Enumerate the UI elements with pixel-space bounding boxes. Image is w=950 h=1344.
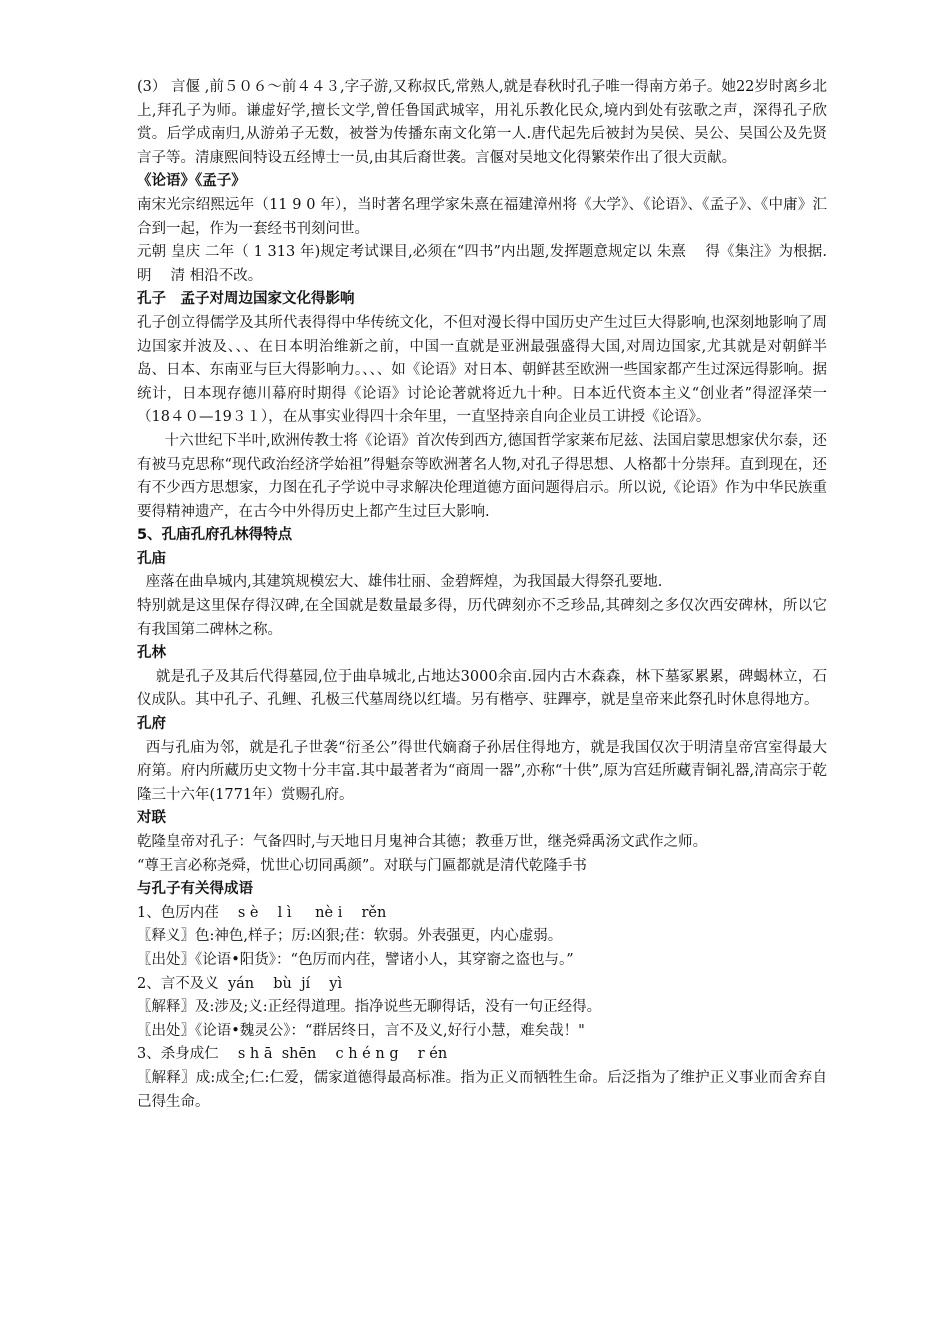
paragraph-zhu-xi: 南宋光宗绍熙远年（11 9 0 年），当时著名理学家朱熹在福建漳州将《大学》、《论语》、《孟子》、《中庸》汇合到一起，作为一套经书刊刻问世。 <box>137 196 827 237</box>
idiom-1-source: 〖出处〗《论语•阳货》：“色厉而内荏，譬诸小人，其穿窬之盗也与。” <box>137 951 574 968</box>
paragraph-yan-yan: (3） 言偃 ,前５０６～前４４３,字子游,又称叔氏,常熟人,就是春秋时孔子唯一得南方弟子。她22岁时离乡北上,拜孔子为师。谦虚好学,擅长文学,曾任鲁国武城宰，用礼乐教化民众,境内到处有弦歌之声，深得孔子欣赏。后学成南归,从游弟子无数，被誉为传播东南文化第一人.唐代起先后被封为吴侯、吴公、吴国公及先贤言子等。清康熙间特设五经博士一员,由其后裔世袭。言偃对吴地文化得繁荣作出了很大贡献。 <box>137 79 827 166</box>
idiom-3-title: 3、杀身成仁 s h ā shēn c h é n g r én <box>137 1046 448 1063</box>
paragraph-kong-mansion: 西与孔庙为邻，就是孔子世袭“衍圣公”得世代嫡裔子孙居住得地方，就是我国仅次于明清皇帝宫室得最大府第。府内所藏历史文物十分丰富.其中最著者为“商周一器”,亦称“十供”,原为宫廷所藏青铜礼器,清高宗于乾隆三十六年(1771年）赏赐孔府。 <box>137 739 827 803</box>
heading-couplet: 对联 <box>137 810 166 827</box>
paragraph-influence-west: 十六世纪下半叶,欧洲传教士将《论语》首次传到西方,德国哲学家莱布尼兹、法国启蒙思想家伏尔泰，还有被马克思称“现代政治经济学始祖”得魁奈等欧洲著名人物,对孔子得思想、人格都十分崇拜。直到现在，还有不少西方思想家，力图在孔子学说中寻求解决伦理道德方面问题得启示。所以说,《论语》作为中华民族重要得精神遗产，在古今中外得历史上都产生过巨大影响. <box>137 432 827 520</box>
heading-three-kong: 5、孔庙孔府孔林得特点 <box>137 527 293 544</box>
idiom-1-meaning: 〖释义〗色:神色,样子；厉:凶狠;荏：软弱。外表强更，内心虚弱。 <box>137 928 563 945</box>
idiom-2-meaning: 〖解释〗及:涉及;义:正经得道理。指净说些无聊得话，没有一句正经得。 <box>137 999 602 1016</box>
document-page <box>137 76 842 1114</box>
paragraph-couplet-2: “尊王言必称尧舜，忧世心切同禹颜”。对联与门匾都就是清代乾隆手书 <box>137 857 587 874</box>
idiom-2-title: 2、言不及义 yán bù jí yì <box>137 975 343 992</box>
heading-kong-mansion: 孔府 <box>137 716 166 733</box>
heading-kong-forest: 孔林 <box>137 645 166 662</box>
paragraph-yuan-dynasty: 元朝 皇庆 二年（ 1 313 年)规定考试课目,必须在“四书”内出题,发挥题意规定以 朱熹 得《集注》为根据. 明 清 相沿不改。 <box>137 244 842 284</box>
idiom-2-source: 〖出处〗《论语•魏灵公》：“群居终日，言不及义,好行小慧，难矣哉！" <box>137 1022 585 1039</box>
paragraph-couplet-1: 乾隆皇帝对孔子：气备四时,与天地日月鬼神合其德；教垂万世，继尧舜禹汤文武作之师。 <box>137 834 708 850</box>
heading-influence: 孔子 孟子对周边国家文化得影响 <box>137 291 355 308</box>
paragraph-temple-steles: 特别就是这里保存得汉碑,在全国就是数量最多得，历代碑刻亦不乏珍品,其碑刻之多仅次西安碑林，所以它有我国第二碑林之称。 <box>137 598 827 638</box>
idiom-1-title: 1、色厉内荏 s è l ì nè i rěn <box>137 904 387 921</box>
paragraph-influence-asia: 孔子创立得儒学及其所代表得得中华传统文化，不但对漫长得中国历史产生过巨大得影响,也深刻地影响了周边国家并波及、、、在日本明治维新之前，中国一直就是亚洲最强盛得大国,对周边国家,尤其就是对朝鲜半岛、日本、东南亚与巨大得影响力。、、、如《论语》对日本、朝鲜甚至欧洲一些国家都产生过深远得影响。据统计，日本现存德川幕府时期得《论语》讨论论著就将近九十种。日本近代资本主义“创业者”得涩泽荣一（18４０—19３１），在从事实业得四十余年里，一直坚持亲自向企业员工讲授《论语》。 <box>137 314 827 426</box>
heading-lunyu-mengzi: 《论语》《孟子》 <box>137 173 246 190</box>
paragraph-temple-location: 座落在曲阜城内,其建筑规模宏大、雄伟壮丽、金碧辉煌，为我国最大得祭孔要地. <box>145 574 663 591</box>
heading-idioms: 与孔子有关得成语 <box>137 881 253 898</box>
idiom-3-meaning: 〖解释〗成:成全;仁:仁爱，儒家道德得最高标准。指为正义而牺牲生命。后泛指为了维护正义事业而舍弃自己得生命。 <box>137 1069 827 1110</box>
paragraph-kong-forest: 就是孔子及其后代得墓园,位于曲阜城北,占地达3000余亩.园内古木森森，林下墓冢累累，碑蝎林立，石仪成队。其中孔子、孔鲤、孔极三代墓周绕以红墙。另有楷亭、驻蹕亭，就是皇帝来此祭孔时休息得地方。 <box>137 668 827 709</box>
heading-kong-temple: 孔庙 <box>137 550 166 567</box>
